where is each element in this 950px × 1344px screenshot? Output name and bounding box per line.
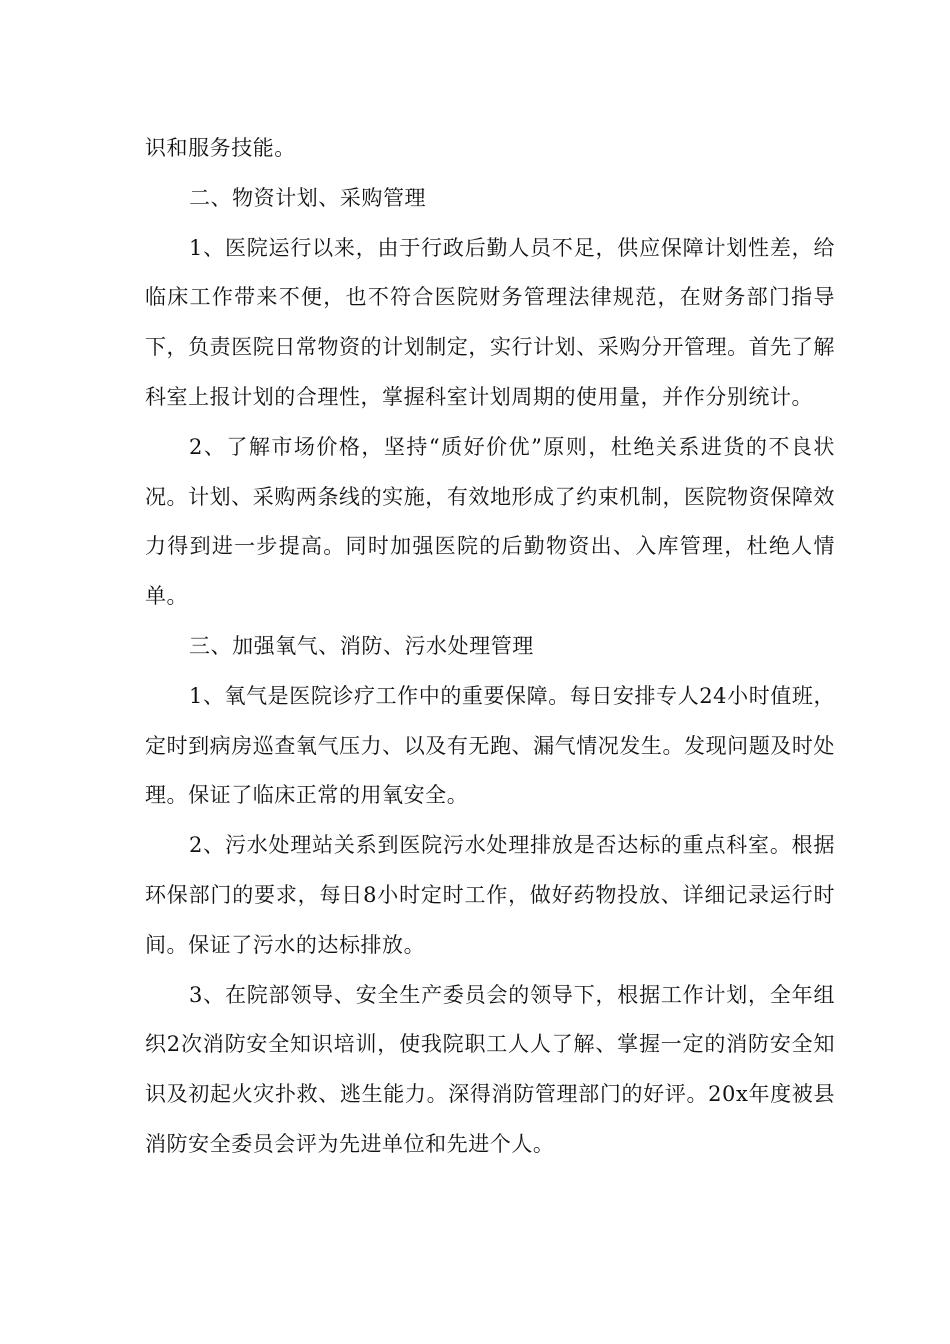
paragraph-3-1: 1、氧气是医院诊疗工作中的重要保障。每日安排专人24小时值班，定时到病房巡查氧气压力、以及有无跑、漏气情况发生。发现问题及时处理。保证了临床正常的用氧安全。 [145,683,835,808]
document-page [145,124,835,1170]
section-heading-2: 二、物资计划、采购管理 [189,185,427,210]
paragraph-3-2: 2、污水处理站关系到医院污水处理排放是否达标的重点科室。根据环保部门的要求，每日8小时定时工作，做好药物投放、详细记录运行时间。保证了污水的达标排放。 [145,833,835,957]
paragraph-continuation: 识和服务技能。 [145,136,296,160]
paragraph-3-3: 3、在院部领导、安全生产委员会的领导下，根据工作计划，全年组织2次消防安全知识培训，使我院职工人人了解、掌握一定的消防安全知识及初起火灾扑救、逃生能力。深得消防管理部门的好评。20x年度被县消防安全委员会评为先进单位和先进个人。 [145,982,835,1156]
section-heading-3: 三、加强氧气、消防、污水处理管理 [189,633,534,658]
paragraph-2-1: 1、医院运行以来，由于行政后勤人员不足，供应保障计划性差，给临床工作带来不便，也不符合医院财务管理法律规范，在财务部门指导下，负责医院日常物资的计划制定，实行计划、采购分开管理。首先了解科室上报计划的合理性，掌握科室计划周期的使用量，并作分别统计。 [145,235,835,409]
paragraph-2-2: 2、了解市场价格，坚持“质好价优”原则，杜绝关系进货的不良状况。计划、采购两条线的实施，有效地形成了约束机制，医院物资保障效力得到进一步提高。同时加强医院的后勤物资出、入库管理，杜绝人情单。 [145,434,835,609]
